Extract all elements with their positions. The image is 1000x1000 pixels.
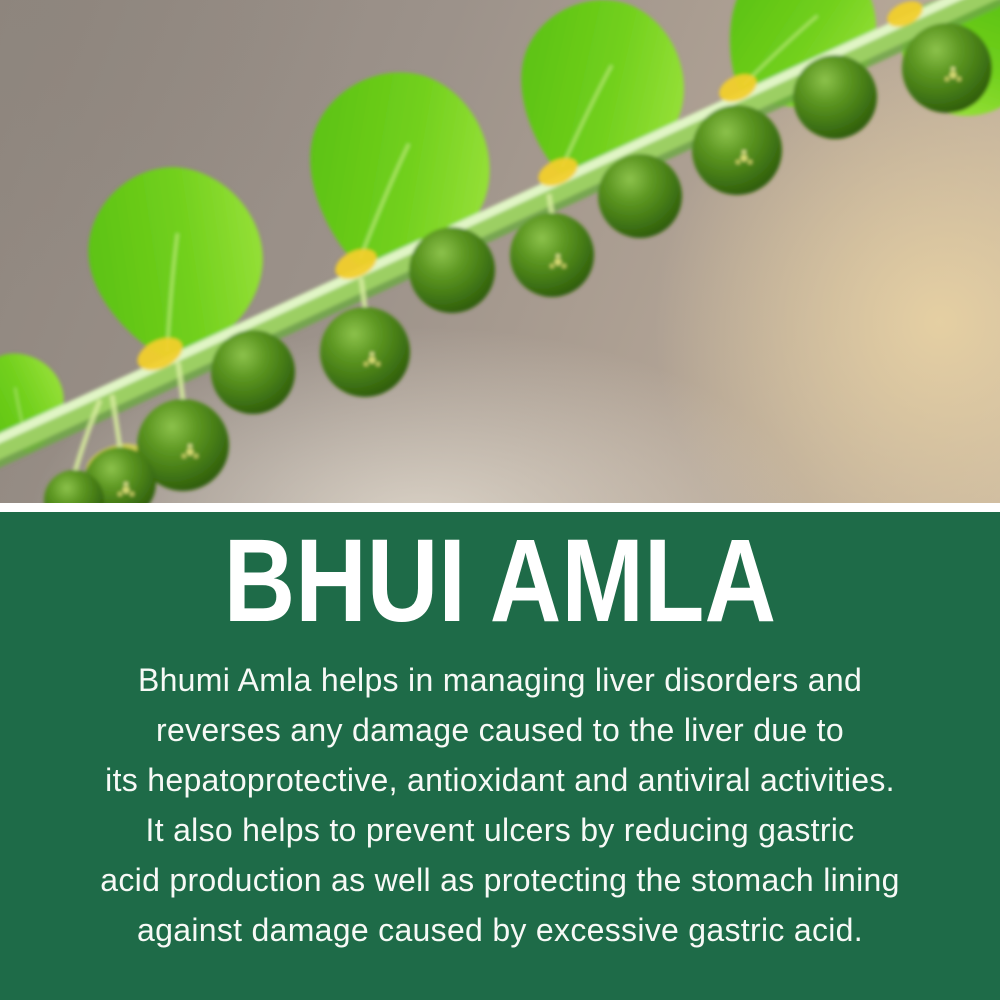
page-title — [0, 515, 1000, 647]
divider-line — [0, 503, 1000, 512]
description-line: reverses any damage caused to the liver due to — [156, 712, 844, 748]
description-line: its hepatoprotective, antioxidant and antiviral activities. — [105, 762, 895, 798]
page-title-text: BHUI AMLA — [223, 515, 777, 647]
description-line: against damage caused by excessive gastric acid. — [137, 912, 863, 948]
description — [0, 655, 1000, 955]
description-line: acid production as well as protecting the stomach lining — [100, 862, 900, 898]
info-panel — [0, 512, 1000, 1000]
description-line: Bhumi Amla helps in managing liver disorders and — [137, 662, 863, 698]
description-line: It also helps to prevent ulcers by reducing gastric — [145, 812, 855, 848]
